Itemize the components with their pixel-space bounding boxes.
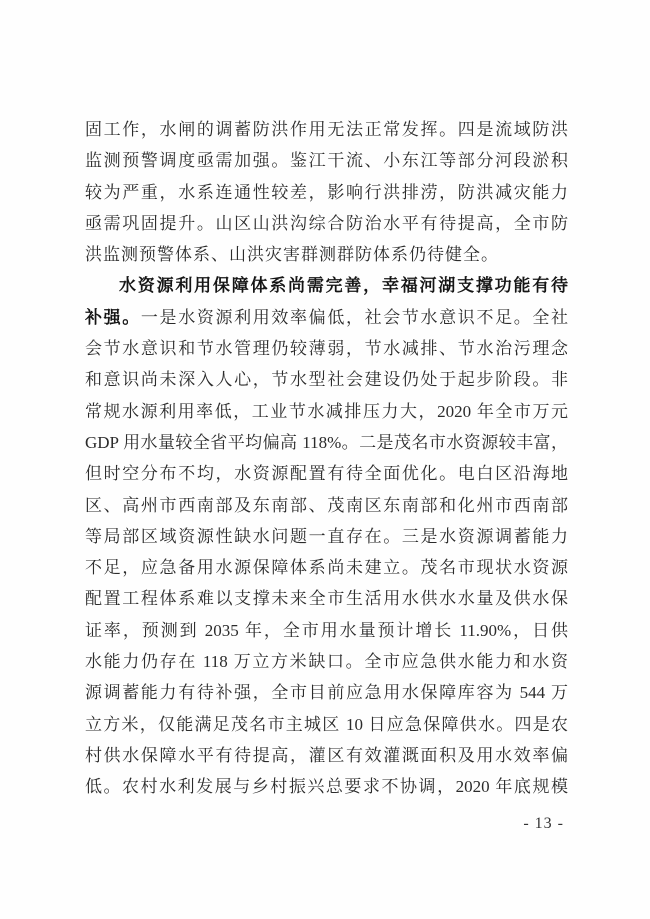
text-segment: 但时空分布不均，水资源配置有待全面优化。电白区沿海地 xyxy=(85,464,568,484)
text-segment: 立方米，仅能满足茂名市主城区 10 日应急保障供水。四是农 xyxy=(85,714,568,734)
text-line xyxy=(85,709,568,740)
text-segment: 不足，应急备用水源保障体系尚未建立。茂名市现状水资源 xyxy=(85,558,568,578)
text-segment: GDP 用水量较全省平均偏高 118%。二是茂名市水资源较丰富， xyxy=(85,432,568,452)
text-segment: 等局部区域资源性缺水问题一直存在。三是水资源调蓄能力 xyxy=(85,526,568,546)
text-line xyxy=(85,458,568,489)
bold-text-segment: 水资源利用保障体系尚需完善，幸福河湖支撑功能有待 xyxy=(119,276,568,296)
text-segment: 较为严重，水系连通性较差，影响行洪排涝，防洪减灾能力 xyxy=(85,182,568,202)
text-line xyxy=(85,521,568,552)
text-line xyxy=(85,270,568,301)
text-line xyxy=(85,239,568,270)
text-segment: 源调蓄能力有待补强，全市目前应急用水保障库容为 544 万 xyxy=(85,683,568,703)
text-line xyxy=(85,740,568,771)
text-segment: 区、高州市西南部及东南部、茂南区东南部和化州市西南部 xyxy=(85,495,568,515)
text-segment: 常规水源利用率低，工业节水减排压力大，2020 年全市万元 xyxy=(85,401,568,421)
text-line xyxy=(85,677,568,708)
text-line xyxy=(85,302,568,333)
text-line xyxy=(85,490,568,521)
text-line xyxy=(85,396,568,427)
text-segment: 固工作，水闸的调蓄防洪作用无法正常发挥。四是流域防洪 xyxy=(85,120,568,139)
text-segment: 亟需巩固提升。山区山洪沟综合防治水平有待提高，全市防 xyxy=(85,213,568,233)
text-segment: 配置工程体系难以支撑未来全市生活用水供水水量及供水保 xyxy=(85,589,568,609)
text-line xyxy=(85,177,568,208)
text-segment: 村供水保障水平有待提高，灌区有效灌溉面积及用水效率偏 xyxy=(85,745,568,765)
text-line xyxy=(85,583,568,614)
text-line xyxy=(85,771,568,802)
text-segment: 证率，预测到 2035 年，全市用水量预计增长 11.90%，日供 xyxy=(85,620,568,640)
text-line xyxy=(85,114,568,145)
page-number: - 13 - xyxy=(523,815,564,832)
text-segment: 和意识尚未深入人心，节水型社会建设仍处于起步阶段。非 xyxy=(85,370,568,390)
document-body xyxy=(85,114,568,803)
text-line xyxy=(85,615,568,646)
text-segment: 一是水资源利用效率偏低，社会节水意识不足。全社 xyxy=(140,307,569,327)
text-line xyxy=(85,427,568,458)
text-segment: 监测预警调度亟需加强。鉴江干流、小东江等部分河段淤积 xyxy=(85,151,568,171)
text-line xyxy=(85,208,568,239)
bold-text-segment: 补强。 xyxy=(85,307,141,327)
text-line xyxy=(85,364,568,395)
text-segment: 低。农村水利发展与乡村振兴总要求不协调，2020 年底规模 xyxy=(85,777,568,797)
text-line xyxy=(85,646,568,677)
text-segment: 水能力仍存在 118 万立方米缺口。全市应急供水能力和水资 xyxy=(85,652,568,672)
text-line xyxy=(85,145,568,176)
text-line xyxy=(85,333,568,364)
text-segment: 洪监测预警体系、山洪灾害群测群防体系仍待健全。 xyxy=(85,245,499,265)
text-segment: 会节水意识和节水管理仍较薄弱，节水减排、节水治污理念 xyxy=(85,339,568,359)
text-line xyxy=(85,552,568,583)
